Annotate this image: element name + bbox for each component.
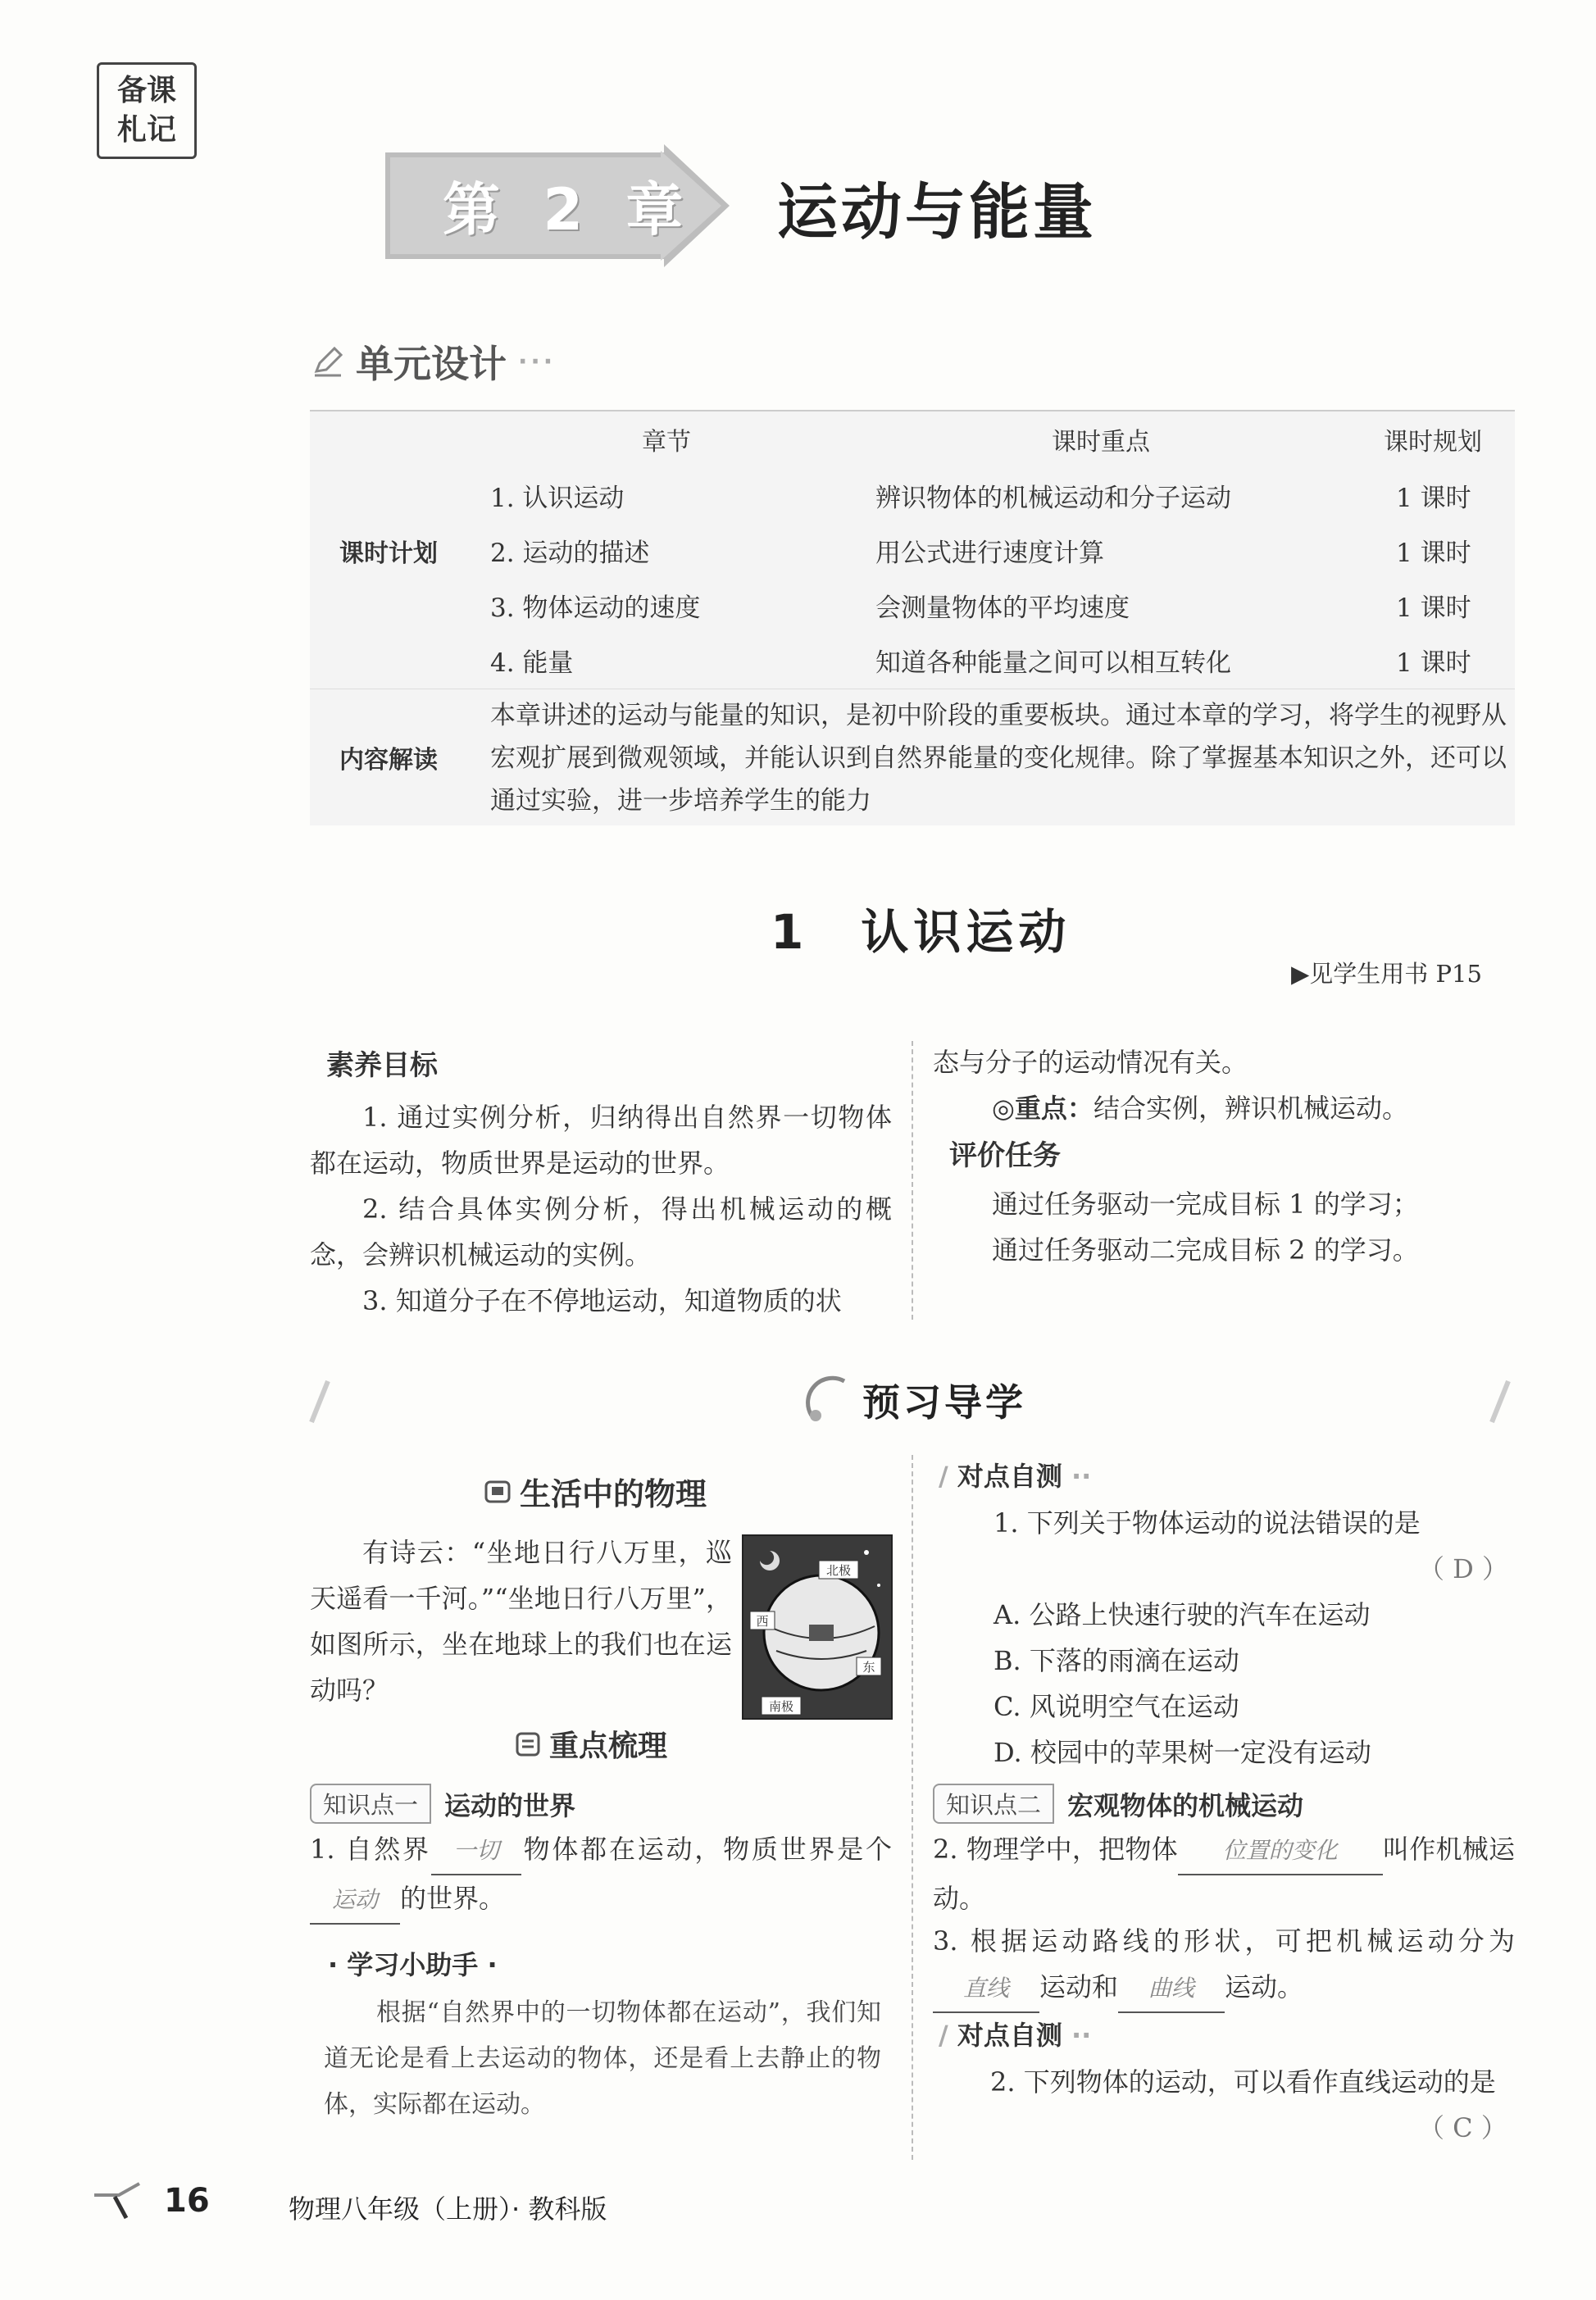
plan-table (310, 410, 1515, 825)
check1-label: 对点自测 (957, 1461, 1062, 1492)
chapter-label: 第 2 章 (443, 176, 695, 243)
answer-blank: 直线 (933, 1966, 1039, 2013)
label-west: 西 (756, 1614, 769, 1629)
column-divider (912, 1041, 913, 1320)
helper-heading: · 学习小助手 · (328, 1949, 498, 1980)
row-section: 4. 能量 (490, 648, 574, 678)
row-focus: 用公式进行速度计算 (875, 539, 1104, 568)
header-section: 章节 (642, 428, 691, 457)
key-point-label: ◎重点： (992, 1093, 1094, 1124)
check2-answer: （ C ） (1418, 2112, 1507, 2143)
answer-blank: 曲线 (1118, 1966, 1225, 2013)
header-focus: 课时重点 (1052, 428, 1150, 457)
goals-section (310, 1043, 892, 1324)
row-section: 2. 运动的描述 (490, 539, 650, 568)
row-focus: 知道各种能量之间可以相互转化 (875, 648, 1231, 678)
option-item: A. 公路上快速行驶的汽车在运动 (994, 1599, 1371, 1630)
question-text: 运动。 (1225, 1971, 1304, 2002)
label-south: 南极 (768, 1699, 794, 1714)
kp2-title: 宏观物体的机械运动 (1067, 1789, 1304, 1821)
footer-ornament (90, 2180, 148, 2225)
check1-options (994, 1592, 1371, 1775)
goal-item: 3. 知道分子在不停地运动，知道物质的状 (362, 1285, 842, 1316)
unit-design-label: 单元设计 (356, 342, 507, 386)
option-item: C. 风说明空气在运动 (994, 1691, 1239, 1722)
option-item: B. 下落的雨滴在运动 (994, 1645, 1239, 1676)
content-interpretation: 本章讲述的运动与能量的知识，是初中阶段的重要板块。通过本章的学习，将学生的视野从宏观扩展到微观领域，并能认识到自然界能量的变化规律。除了掌握基本知识之外，还可以通过实验，进一步培养学生的能力 (490, 701, 1507, 816)
notebook-icon (515, 1731, 541, 1757)
kp1-tag: 知识点一 (310, 1784, 431, 1824)
unit-design-heading (311, 334, 556, 389)
side-interp-label: 内容解读 (339, 746, 438, 775)
life-physics-text: 有诗云：“坐地日行八万里，巡天遥看一千河。”“坐地日行八万里”，如图所示，坐在地球上的我们也在运动吗？ (310, 1537, 732, 1706)
life-physics-title: 生活中的物理 (520, 1476, 707, 1512)
helper-text: 根据“自然界中的一切物体都在运动”，我们知道无论是看上去运动的物体，还是看上去静止的物体，实际都在运动。 (324, 1998, 881, 2119)
key-point-text: 结合实例，辨识机械运动。 (1093, 1093, 1408, 1124)
label-east: 东 (862, 1660, 875, 1675)
evaluation-heading: 评价任务 (949, 1139, 1061, 1172)
answer-blank: 一切 (431, 1828, 521, 1875)
row-section: 3. 物体运动的速度 (490, 593, 701, 623)
column-divider (912, 1455, 913, 2160)
check2-label: 对点自测 (957, 2020, 1062, 2051)
stamp-line1: 备课 (116, 74, 176, 107)
row-plan: 1 课时 (1396, 484, 1471, 513)
pencil-icon (311, 345, 344, 378)
kp1-title: 运动的世界 (444, 1789, 576, 1821)
answer-blank: 运动 (310, 1877, 400, 1925)
check2-question: 2. 下列物体的运动，可以看作直线运动的是 (990, 2066, 1496, 2098)
earth-figure (742, 1534, 893, 1720)
row-section: 1. 认识运动 (490, 484, 625, 513)
question-text: 运动和 (1039, 1971, 1119, 2002)
question-text: 2. 物理学中，把物体 (933, 1834, 1178, 1865)
kp1-header (310, 1784, 575, 1824)
stamp-line2: 札记 (116, 113, 176, 147)
kp1-question (310, 1826, 892, 1925)
goals-heading: 素养目标 (326, 1049, 438, 1082)
row-plan: 1 课时 (1396, 539, 1471, 568)
question-text: 叫作机械运动。 (933, 1834, 1515, 1914)
row-plan: 1 课时 (1396, 648, 1471, 678)
question-text: 物体都在运动，物质世界是个 (521, 1834, 892, 1865)
row-plan: 1 课时 (1396, 593, 1471, 623)
page-number: 16 (164, 2182, 210, 2220)
kp2-tag: 知识点二 (933, 1784, 1054, 1824)
kp2-question3 (933, 1918, 1515, 2013)
book-title: 物理八年级（上册）· 教科版 (289, 2193, 607, 2225)
kp2-question2 (933, 1826, 1515, 1921)
goal-item: 2. 结合具体实例分析，得出机械运动的概念，会辨识机械运动的实例。 (310, 1193, 892, 1270)
label-north: 北极 (825, 1563, 852, 1578)
key-review-title: 重点梳理 (549, 1730, 668, 1763)
key-review-heading (515, 1723, 667, 1765)
lesson-title: 1 认识运动 (771, 904, 1071, 960)
check1-question: 1. 下列关于物体运动的说法错误的是 (994, 1507, 1421, 1539)
side-plan-label: 课时计划 (339, 539, 438, 568)
answer-blank: 位置的变化 (1178, 1828, 1383, 1875)
preview-title: 预习导学 (862, 1380, 1026, 1425)
row-focus: 会测量物体的平均速度 (875, 593, 1130, 623)
evaluation-item: 通过任务驱动一完成目标 1 的学习； (992, 1189, 1419, 1220)
row-focus: 辨识物体的机械运动和分子运动 (875, 484, 1231, 513)
goals-continued (933, 1039, 1515, 1273)
header-plan: 课时规划 (1384, 428, 1482, 457)
unit-design-dots: ··· (518, 347, 557, 376)
goal-item: 1. 通过实例分析，归纳得出自然界一切物体都在运动，物质世界是运动的世界。 (310, 1102, 892, 1179)
option-item: D. 校园中的苹果树一定没有运动 (994, 1737, 1371, 1768)
check1-answer: （ D ） (1418, 1553, 1509, 1584)
life-physics-heading (484, 1469, 707, 1514)
question-text: 1. 自然界 (310, 1834, 431, 1865)
chapter-title: 运动与能量 (777, 177, 1097, 248)
preview-banner (0, 1365, 1596, 1430)
book-icon (484, 1478, 512, 1506)
notes-stamp (97, 62, 197, 159)
kp2-header (933, 1784, 1303, 1824)
check2-heading: ∕ 对点自测 ·· (939, 2020, 1092, 2051)
goal-continued-text: 态与分子的运动情况有关。 (933, 1047, 1248, 1078)
question-text: 3. 根据运动路线的形状，可把机械运动分为 (933, 1925, 1515, 1957)
question-text: 的世界。 (400, 1883, 506, 1914)
student-book-ref: ▶见学生用书 P15 (1291, 960, 1482, 988)
evaluation-item: 通过任务驱动二完成目标 2 的学习。 (992, 1234, 1419, 1266)
check1-heading: ∕ 对点自测 ·· (939, 1461, 1092, 1492)
